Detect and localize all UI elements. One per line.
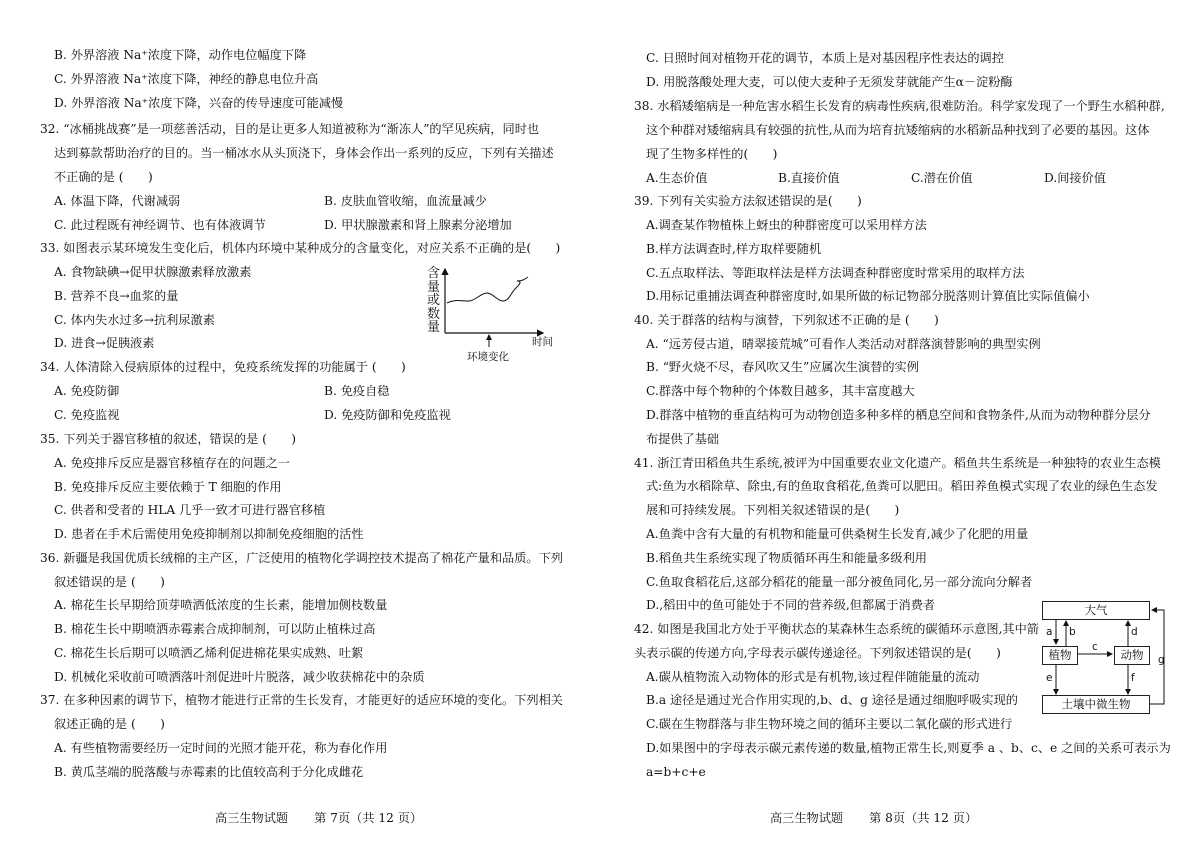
label-d: d [1131,626,1138,638]
animal-box: 动物 [1114,646,1150,665]
q42-stem-line2: 头表示碳的传递方向,字母表示碳传递途径。下列叙述错误的是( ) [634,646,1001,660]
q38-stem-line1: 38. 水稻矮缩病是一种危害水稻生长发育的病毒性疾病,很难防治。科学家发现了一个野生水稻种群, [634,99,1165,113]
label-a: a [1046,626,1053,638]
q37-stem-line2: 叙述正确的是 ( ) [54,717,165,731]
footer-title: 高三生物试题 [215,811,289,825]
q41-stem-line1: 41. 浙江青田稻鱼共生系统,被评为中国重要农业文化遗产。稻鱼共生系统是一种独特的农业生态模 [634,456,1161,470]
right-footer [770,809,1003,826]
q38-option-b: B.直接价值 [778,171,840,185]
footer-title: 高三生物试题 [770,811,844,825]
q41-stem-line2: 式:鱼为水稻除草、除虫,有的鱼取食稻花,鱼粪可以肥田。稻田养鱼模式实现了农业的绿色生态发 [646,479,1158,493]
q41-option-a: A.鱼粪中含有大量的有机物和能量可供桑树生长发育,减少了化肥的用量 [646,527,1029,541]
q37-option-c: C. 日照时间对植物开花的调节，本质上是对基因程序性表达的调控 [646,51,1004,65]
q33-option-a: A. 食物缺碘→促甲状腺激素释放激素 [54,265,252,279]
q32-option-c: C. 此过程既有神经调节、也有体液调节 [54,218,266,232]
label-e: e [1046,672,1053,684]
q39-option-d: D.用标记重捕法调查种群密度时,如果所做的标记物部分脱落则计算值比实际值偏小 [646,289,1090,303]
label-b: b [1069,626,1076,638]
q37-option-a: A. 有些植物需要经历一定时间的光照才能开花，称为春化作用 [54,741,388,755]
q42-option-d-line2: a=b+c+e [646,765,706,779]
q34-option-b: B. 免疫自稳 [324,384,390,398]
q38-option-d: D.间接价值 [1044,171,1106,185]
q32-option-b: B. 皮肤血管收缩，血流量减少 [324,194,487,208]
q40-option-c: C.群落中每个物种的个体数目越多，其丰富度越大 [646,384,915,398]
q36-stem-line2: 叙述错误的是 ( ) [54,575,165,589]
q37-stem-line1: 37. 在多种因素的调节下，植物才能进行正常的生长发育，才能更好的适应环境的变化。下列相关 [40,693,563,707]
q39-option-a: A.调查某作物植株上蚜虫的种群密度可以采用样方法 [646,218,927,232]
q31-option-c: C. 外界溶液 Na⁺浓度下降，神经的静息电位升高 [54,72,319,86]
right-page [600,0,1200,847]
q33-option-b: B. 营养不良→血浆的量 [54,289,179,303]
q32-stem-line3: 不正确的是 ( ) [54,170,153,184]
label-f: f [1131,672,1135,684]
q33-stem: 33. 如图表示某环境发生变化后，机体内环境中某种成分的含量变化，对应关系不正确的是( ) [40,241,561,255]
q39-option-b: B.样方法调查时,样方取样要随机 [646,242,822,256]
plant-box: 植物 [1042,646,1078,665]
y-axis-label: 含量或数量 [427,266,441,335]
q35-option-c: C. 供者和受者的 HLA 几乎一致才可进行器官移植 [54,503,326,517]
content-curve [447,277,528,303]
q31-option-d: D. 外界溶液 Na⁺浓度下降，兴奋的传导速度可能减慢 [54,96,344,110]
q38-stem-line2: 这个种群对矮缩病具有较强的抗性,从而为培育抗矮缩病的水稻新品种找到了必要的基因。这体 [646,123,1150,137]
q39-stem: 39. 下列有关实验方法叙述错误的是( ) [634,194,862,208]
q35-option-b: B. 免疫排斥反应主要依赖于 T 细胞的作用 [54,480,282,494]
q42-option-b: B.a 途径是通过光合作用实现的,b、d、g 途径是通过细胞呼吸实现的 [646,693,1018,707]
q34-option-d: D. 免疫防御和免疫监视 [324,408,451,422]
q32-option-a: A. 体温下降，代谢减弱 [54,194,181,208]
q33-option-d: D. 进食→促胰液素 [54,336,155,350]
q41-stem-line3: 展和可持续发展。下列相关叙述错误的是( ) [646,503,900,517]
x-axis-label: 时间 [532,336,553,348]
q32-stem-line1: 32. “冰桶挑战赛”是一项慈善活动，目的是让更多人知道被称为“渐冻人”的罕见疾病，同时也 [40,122,540,136]
q40-option-d-line2: 布提供了基础 [646,432,720,446]
q41-option-d: D.,稻田中的鱼可能处于不同的营养级,但都属于消费者 [646,598,936,612]
q41-option-c: C.鱼取食稻花后,这部分稻花的能量一部分被鱼同化,另一部分流向分解者 [646,575,1033,589]
q41-option-b: B.稻鱼共生系统实现了物质循环再生和能量多级利用 [646,551,927,565]
q34-option-c: C. 免疫监视 [54,408,120,422]
soil-microbe-box: 土壤中微生物 [1042,695,1150,714]
q37-option-b: B. 黄瓜茎端的脱落酸与赤霉素的比值较高利于分化成雌花 [54,765,364,779]
q35-stem: 35. 下列关于器官移植的叙述，错误的是 ( ) [40,432,297,446]
q34-option-a: A. 免疫防御 [54,384,120,398]
q35-option-d: D. 患者在手术后需使用免疫抑制剂以抑制免疫细胞的活性 [54,527,364,541]
q38-stem-line3: 现了生物多样性的( ) [646,147,778,161]
q36-option-b: B. 棉花生长中期喷洒赤霉素合成抑制剂，可以防止植株过高 [54,622,376,636]
q32-stem-line2: 达到募款帮助治疗的目的。当一桶冰水从头顶浇下，身体会作出一系列的反应，下列有关描述 [54,146,554,160]
event-label: 环境变化 [467,351,509,363]
q42-carbon-cycle-diagram [1040,600,1170,715]
q36-option-d: D. 机械化采收前可喷洒落叶剂促进叶片脱落，减少收获棉花中的杂质 [54,670,425,684]
q36-option-a: A. 棉花生长早期给顶芽喷洒低浓度的生长素，能增加侧枝数量 [54,598,388,612]
left-footer [215,809,448,826]
q42-option-c: C.碳在生物群落与非生物环境之间的循环主要以二氧化碳的形式进行 [646,717,1013,731]
q32-option-d: D. 甲状腺激素和肾上腺素分泌增加 [324,218,512,232]
footer-page-number: 第 8页（共 12 页） [869,811,978,825]
q35-option-a: A. 免疫排斥反应是器官移植存在的问题之一 [54,456,290,470]
q36-stem-line1: 36. 新疆是我国优质长绒棉的主产区，广泛使用的植物化学调控技术提高了棉花产量和品质。下列 [40,551,563,565]
q34-stem: 34. 人体清除入侵病原体的过程中，免疫系统发挥的功能属于 ( ) [40,360,406,374]
q37-option-d: D. 用脱落酸处理大麦，可以使大麦种子无须发芽就能产生α－淀粉酶 [646,75,1013,89]
q40-option-b: B. “野火烧不尽，春风吹又生”应属次生演替的实例 [646,360,919,374]
q42-option-a: A.碳从植物流入动物体的形式是有机物,该过程伴随能量的流动 [646,670,980,684]
q33-figure [425,265,560,365]
q38-option-a: A.生态价值 [646,171,708,185]
q40-option-d-line1: D.群落中植物的垂直结构可为动物创造多种多样的栖息空间和食物条件,从而为动物种群分层分 [646,408,1151,422]
q36-option-c: C. 棉花生长后期可以喷洒乙烯利促进棉花果实成熟、吐絮 [54,646,364,660]
label-g: g [1158,654,1165,666]
q40-option-a: A. “远芳侵古道，晴翠接荒城”可看作人类活动对群落演替影响的典型实例 [646,337,1041,351]
label-c: c [1092,641,1098,653]
q33-option-c: C. 体内失水过多→抗利尿激素 [54,313,215,327]
q39-option-c: C.五点取样法、等距取样法是样方法调查种群密度时常采用的取样方法 [646,266,1025,280]
q40-stem: 40. 关于群落的结构与演替，下列叙述不正确的是 ( ) [634,313,939,327]
q42-stem-line1: 42. 如图是我国北方处于平衡状态的某森林生态系统的碳循环示意图,其中箭 [634,622,1039,636]
footer-page-number: 第 7页（共 12 页） [314,811,423,825]
q42-option-d-line1: D.如果图中的字母表示碳元素传递的数量,植物正常生长,则夏季 a 、b、c、e 之间的关系可表示为 [646,741,1171,755]
q38-option-c: C.潜在价值 [911,171,973,185]
atmosphere-box: 大气 [1042,601,1150,620]
q31-option-b: B. 外界溶液 Na⁺浓度下降，动作电位幅度下降 [54,48,307,62]
